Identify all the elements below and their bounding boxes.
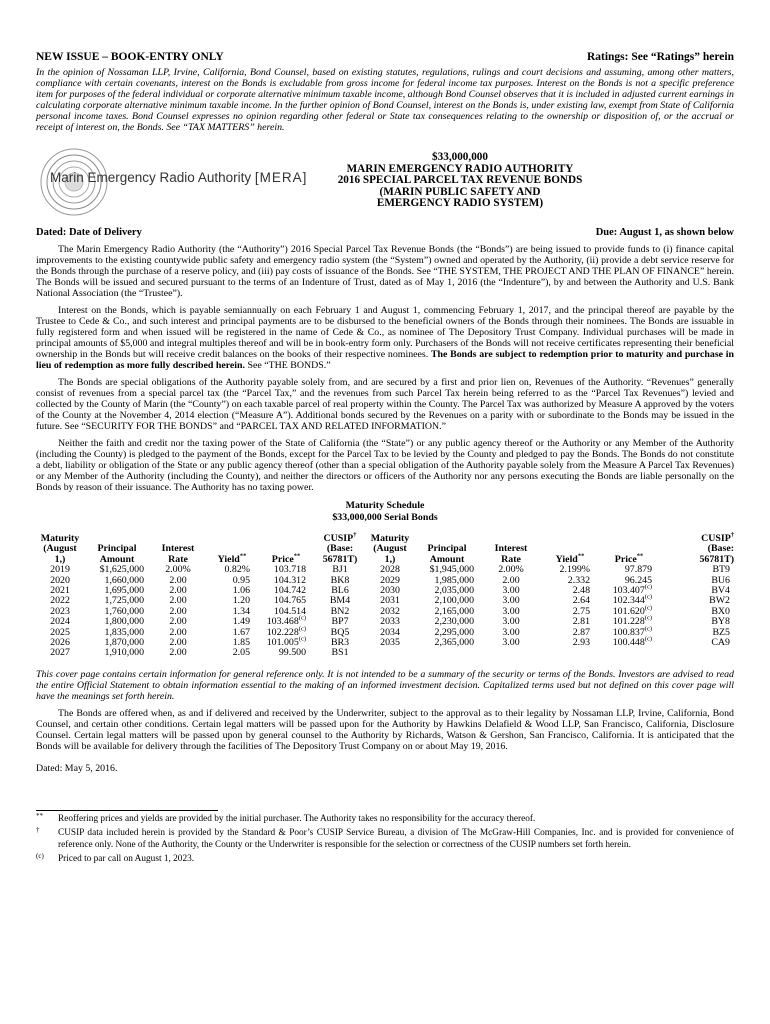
principal-amount: 1,800,000 [104, 616, 144, 628]
maturity-year: 2021 [50, 585, 70, 597]
principal-amount: 1,835,000 [104, 626, 144, 638]
interest-rate: 2.00% [498, 564, 524, 576]
bond-title-line2: 2016 SPECIAL PARCEL TAX REVENUE BONDS [337, 174, 583, 187]
interest-rate: 2.00 [502, 574, 520, 586]
yield-value: 1.20 [232, 595, 250, 607]
footnote-marker: (c) [36, 852, 44, 861]
yield-value: 0.95 [232, 574, 250, 586]
maturity-year: 2026 [50, 637, 70, 649]
price-value: 103.407 [612, 585, 645, 597]
col-yield: Yield** [217, 552, 247, 565]
call-marker: (c) [644, 625, 652, 633]
maturity-year: 2022 [50, 595, 70, 607]
interest-rate: 3.00 [502, 605, 520, 617]
interest-rate: 3.00 [502, 585, 520, 597]
footnote-text: Priced to par call on August 1, 2023. [58, 854, 195, 865]
cusip-suffix: BJ1 [332, 564, 348, 576]
interest-rate: 2.00 [169, 585, 187, 597]
call-marker: (c) [644, 594, 652, 602]
interest-rate: 3.00 [502, 595, 520, 607]
footnotes [36, 811, 734, 866]
maturity-year: 2033 [380, 616, 400, 628]
cusip-suffix: BL6 [331, 585, 349, 597]
price-value: 104.514 [273, 605, 306, 617]
maturity-year: 2034 [380, 626, 400, 638]
paragraph-purpose: The Marin Emergency Radio Authority (the “Authority”) 2016 Special Parcel Tax Revenue Bonds (the “Bonds”) are being issued to provide funds to (i) finance capital improvements to the existing countywide public safety and emergency radio system (the “System”) owned and operated by the Authority, (ii) provide a debt service reserve for the Bonds through the purchase of a reserve policy, and (iii) pay costs of issuance of the Bonds. See “THE SYSTEM, THE PROJECT AND THE PLAN OF FINANCE” herein. The Bonds will be issued and secured pursuant to the terms of an Indenture of Trust, dated as of May 1, 2016 (the “Indenture”), by and between the Authority and U.S. Bank National Association (the “Trustee”). [36, 244, 734, 299]
yield-value: 2.93 [572, 637, 590, 649]
col-interest: Interest Rate [161, 543, 195, 565]
price-value: 100.837 [612, 626, 645, 638]
price-cell [598, 635, 660, 649]
price-value: 96.245 [624, 574, 652, 586]
interest-rate: 2.00 [169, 574, 187, 586]
footnote [36, 811, 734, 825]
schedule-header-row [36, 534, 734, 565]
col-cusip-2: CUSIP† (Base: 56781T) [699, 531, 734, 565]
schedule-subtitle: $33,000,000 Serial Bonds [332, 512, 438, 523]
principal-amount: 1,985,000 [434, 574, 474, 586]
col-price: Price** [271, 552, 301, 565]
yield-value: 1.06 [232, 585, 250, 597]
maturity-year: 2028 [380, 564, 400, 576]
price-value: 104.765 [273, 595, 306, 607]
see-bonds-ref: See “THE BONDS.” [245, 360, 331, 371]
paragraph-interest [36, 305, 734, 371]
official-statement-cover [36, 52, 734, 866]
col-principal: Principal Amount [97, 543, 137, 565]
cusip-suffix: CA9 [711, 637, 730, 649]
logo-name: Marin Emergency Radio Authority [50, 170, 252, 185]
bond-counsel-opinion: In the opinion of Nossaman LLP, Irvine, California, Bond Counsel, based on existing statutes, regulations, rulings and court decisions and assuming, among other matters, compliance with certain covenants, interest on the Bonds is excludable from gross income for federal income tax purposes. Interest on the Bonds is not a specific preference item for purposes of the federal individual or corporate alternative minimum taxable income, although Bond Counsel observes that it is included in adjusted current earnings in calculating corporate alternative minimum taxable income. In the further opinion of Bond Counsel, interest on the Bonds is, under existing law, exempt from State of California personal income taxes. Bond Counsel expresses no opinion regarding other federal or State tax consequences relating to the ownership or disposition of, or the accrual or receipt of interest on, the Bonds. See “TAX MATTERS” herein. [36, 67, 734, 133]
empty-cell [366, 648, 414, 658]
dated-date: Dated: Date of Delivery [36, 227, 142, 238]
footnote-text: Reoffering prices and yields are provided by the initial purchaser. The Authority takes no responsibility for the accuracy thereof. [58, 813, 536, 824]
footnote-divider [36, 810, 218, 811]
yield-value: 0.82% [224, 564, 250, 576]
interest-rate: 2.00 [169, 637, 187, 649]
cusip-suffix: BS1 [331, 647, 349, 659]
interest-rate: 2.00 [169, 626, 187, 638]
principal-amount: 2,230,000 [434, 616, 474, 628]
interest-rate: 2.00 [169, 647, 187, 659]
price-value: 100.448 [612, 637, 645, 649]
call-marker: (c) [644, 614, 652, 622]
bond-title-line3: (MARIN PUBLIC SAFETY AND [379, 185, 541, 198]
cusip-suffix: BR3 [330, 637, 350, 649]
principal-amount: 1,910,000 [104, 647, 144, 659]
call-marker: (c) [298, 635, 306, 643]
cover-header [36, 52, 734, 63]
footnote [36, 854, 734, 865]
maturity-year: 2020 [50, 574, 70, 586]
principal-amount: 1,760,000 [104, 605, 144, 617]
call-marker: (c) [644, 604, 652, 612]
maturity-year: 2024 [50, 616, 70, 628]
principal-amount: 2,100,000 [434, 595, 474, 607]
yield-value: 2.81 [572, 616, 590, 628]
cusip-suffix: BY8 [711, 616, 730, 628]
dated-statement: Dated: May 5, 2016. [36, 762, 118, 774]
cusip-suffix: BP7 [331, 616, 349, 628]
redemption-notice: The Bonds are subject to redemption prior to maturity and purchase in lieu of redemption as more fully described herein. [36, 349, 735, 371]
empty-cell [480, 648, 542, 658]
maturity-year: 2027 [50, 647, 70, 659]
maturity-year: 2035 [380, 637, 400, 649]
col-interest-2: Interest Rate [494, 543, 528, 565]
yield-value: 2.75 [572, 605, 590, 617]
price-value: 103.468 [266, 616, 299, 628]
col-principal-2: Principal Amount [427, 543, 467, 565]
principal-amount: 1,725,000 [104, 595, 144, 607]
price-value: 101.005 [266, 637, 299, 649]
maturity-year: 2023 [50, 605, 70, 617]
cusip-suffix: BK8 [330, 574, 350, 586]
maturity-year: 2029 [380, 574, 400, 586]
yield-value: 1.67 [232, 626, 250, 638]
cusip-suffix: BU6 [711, 574, 730, 586]
yield-value: 1.34 [232, 605, 250, 617]
footnote [36, 828, 734, 851]
schedule-title: Maturity Schedule [345, 500, 425, 511]
interest-rate: 3.00 [502, 637, 520, 649]
cover-page-notice: This cover page contains certain information for general reference only. It is not intended to be a summary of the security or terms of the Bonds. Investors are advised to read the entire Official Statement to obtain information essential to the making of an informed investment decision. Capitalized terms used but not defined on this cover page will have the meanings set forth herein. [36, 668, 734, 702]
price-value: 103.718 [273, 564, 306, 576]
paragraph-interest-text: Interest on the Bonds, which is payable semiannually on each February 1 and August 1, commencing February 1, 2017, and the principal thereof are payable by the Trustee to Cede & Co., and such interest and principal payments are to be disbursed to the beneficial owners of the Bonds through their nominees. The Bonds are issuable in fully registered form and when issued will be registered in the name of Cede & Co., as nominee of The Depository Trust Company. Individual purchases will be made in principal amounts of $5,000 and integral multiples thereof and will be in book-entry form only. Purchasers of the Bonds will not receive certificates representing their beneficial ownership in the Bonds but will receive credit balances on the books of their respective nominees. [36, 305, 734, 360]
interest-rate: 3.00 [502, 626, 520, 638]
empty-cell [414, 648, 480, 658]
maturity-schedule-table [36, 531, 734, 659]
bond-title-line1: MARIN EMERGENCY RADIO AUTHORITY [346, 162, 574, 175]
principal-amount: 2,165,000 [434, 605, 474, 617]
logo-wordmark [50, 172, 307, 183]
price-value: 99.500 [278, 647, 306, 659]
call-marker: (c) [644, 583, 652, 591]
col-maturity-2: Maturity (August 1,) [370, 533, 410, 565]
price-value: 101.228 [612, 616, 645, 628]
yield-value: 2.05 [232, 647, 250, 659]
table-row [36, 648, 734, 658]
yield-value: 1.85 [232, 637, 250, 649]
interest-rate: 3.00 [502, 616, 520, 628]
maturity-year: 2025 [50, 626, 70, 638]
paragraph-security: The Bonds are special obligations of the Authority payable solely from, and are secured by a first and prior lien on, Revenues of the Authority. “Revenues” generally consist of revenues from a special parcel tax (the “Parcel Tax,” and the revenues from such Parcel Tax herein being referred to as the “Parcel Tax Revenues”) levied and collected by the County of Marin (the “County”) on each taxable parcel of real property within the County. The Parcel Tax was authorized by Measure A approved by the voters of the County at the November 4, 2014 election (“Measure A”). Additional bonds secured by the Revenues on a parity with or subordinate to the Bonds may be issued in the future. See “SECURITY FOR THE BONDS” and “PARCEL TAX AND RELATED INFORMATION.” [36, 377, 734, 432]
cusip-suffix: BW2 [709, 595, 730, 607]
price-value: 102.344 [612, 595, 645, 607]
principal-amount: 2,365,000 [434, 637, 474, 649]
paragraph-offering: The Bonds are offered when, as and if delivered and received by the Underwriter, subject to the approval as to their legality by Nossaman LLP, Irvine, California, Bond Counsel, and certain other conditions. Certain legal matters will be passed upon for the Authority by Hawkins Delafield & Wood LLP, San Francisco, California, Disclosure Counsel. Certain legal matters will be passed upon by general counsel to the Authority by Richards, Watson & Gershon, San Francisco, California. It is anticipated that the Bonds will be available for delivery through the facilities of The Depository Trust Company on or about May 19, 2016. [36, 707, 734, 752]
mera-logo [36, 146, 306, 216]
price-value: 102.228 [266, 626, 299, 638]
footnote-marker: † [36, 826, 40, 835]
principal-amount: 1,870,000 [104, 637, 144, 649]
bond-amount: $33,000,000 [432, 151, 488, 164]
schedule-body [36, 565, 734, 659]
price-cell [258, 648, 314, 658]
principal-amount: 2,035,000 [434, 585, 474, 597]
title-block [36, 139, 734, 223]
price-value: 104.312 [273, 574, 306, 586]
maturity-year: 2030 [380, 585, 400, 597]
dated-due-row [36, 227, 734, 238]
col-maturity: Maturity (August 1,) [40, 533, 80, 565]
issue-type: NEW ISSUE – BOOK-ENTRY ONLY [36, 51, 224, 63]
empty-cell [598, 648, 660, 658]
empty-cell [542, 648, 598, 658]
maturity-year: 2019 [50, 564, 70, 576]
cusip-suffix: BZ5 [712, 626, 730, 638]
call-marker: (c) [298, 614, 306, 622]
col-price-2: Price** [614, 552, 644, 565]
col-yield-2: Yield** [555, 552, 585, 565]
paragraph-limited-obligation: Neither the faith and credit nor the taxing power of the State of California (the “State”) or any public agency thereof or the Authority or any Member of the Authority (including the County) is pledged to the payment of the Bonds, except for the Parcel Tax to be levied by the County and pledged to pay the Bonds. The Bonds do not constitute a debt, liability or obligation of the State or any public agency thereof (other than a special obligation of the Authority payable solely from the Measure A Parcel Tax Revenues) or any Member of the Authority (including the County), and neither the directors or officers of the Authority nor any persons executing the Bonds are liable personally on the Bonds by reason of their issuance. The Authority has no taxing power. [36, 438, 734, 493]
yield-value: 2.48 [572, 585, 590, 597]
maturity-schedule-heading [36, 500, 734, 524]
yield-value: 2.332 [567, 574, 590, 586]
price-value: 104.742 [273, 585, 306, 597]
interest-rate: 2.00% [165, 564, 191, 576]
due-date: Due: August 1, as shown below [595, 227, 734, 238]
principal-amount: $1,945,000 [429, 564, 474, 576]
yield-value: 2.199% [559, 564, 590, 576]
empty-cell [660, 648, 734, 658]
interest-rate: 2.00 [169, 605, 187, 617]
price-value: 101.620 [612, 605, 645, 617]
ratings-note: Ratings: See “Ratings” herein [586, 51, 734, 63]
col-cusip: CUSIP† (Base: 56781T) [322, 531, 358, 565]
interest-rate: 2.00 [169, 616, 187, 628]
maturity-year: 2032 [380, 605, 400, 617]
footnote-text: CUSIP data included herein is provided by the Standard & Poor’s CUSIP Service Bureau, a division of The McGraw-Hill Companies, Inc. and is provided for convenience of reference only. None of the Authority, the County or the Underwriter is responsible for the selection or correctness of the CUSIP numbers set forth herein. [58, 828, 734, 850]
cusip-suffix: BM4 [329, 595, 351, 607]
principal-amount: 1,660,000 [104, 574, 144, 586]
cusip-suffix: BX0 [711, 605, 730, 617]
cusip-suffix: BQ5 [330, 626, 350, 638]
price-value: 97.879 [624, 564, 652, 576]
logo-acronym: [MERA] [254, 170, 308, 185]
call-marker: (c) [644, 635, 652, 643]
maturity-year: 2031 [380, 595, 400, 607]
bond-title [306, 152, 734, 210]
principal-amount: $1,625,000 [99, 564, 144, 576]
call-marker: (c) [298, 625, 306, 633]
cusip-suffix: BT9 [712, 564, 730, 576]
principal-amount: 1,695,000 [104, 585, 144, 597]
footnote-marker: ** [36, 811, 43, 820]
yield-value: 2.64 [572, 595, 590, 607]
yield-value: 2.87 [572, 626, 590, 638]
principal-amount: 2,295,000 [434, 626, 474, 638]
yield-value: 1.49 [232, 616, 250, 628]
interest-rate: 2.00 [169, 595, 187, 607]
bond-title-line4: EMERGENCY RADIO SYSTEM) [376, 197, 544, 210]
cusip-suffix: BV4 [711, 585, 730, 597]
cusip-suffix: BN2 [330, 605, 350, 617]
